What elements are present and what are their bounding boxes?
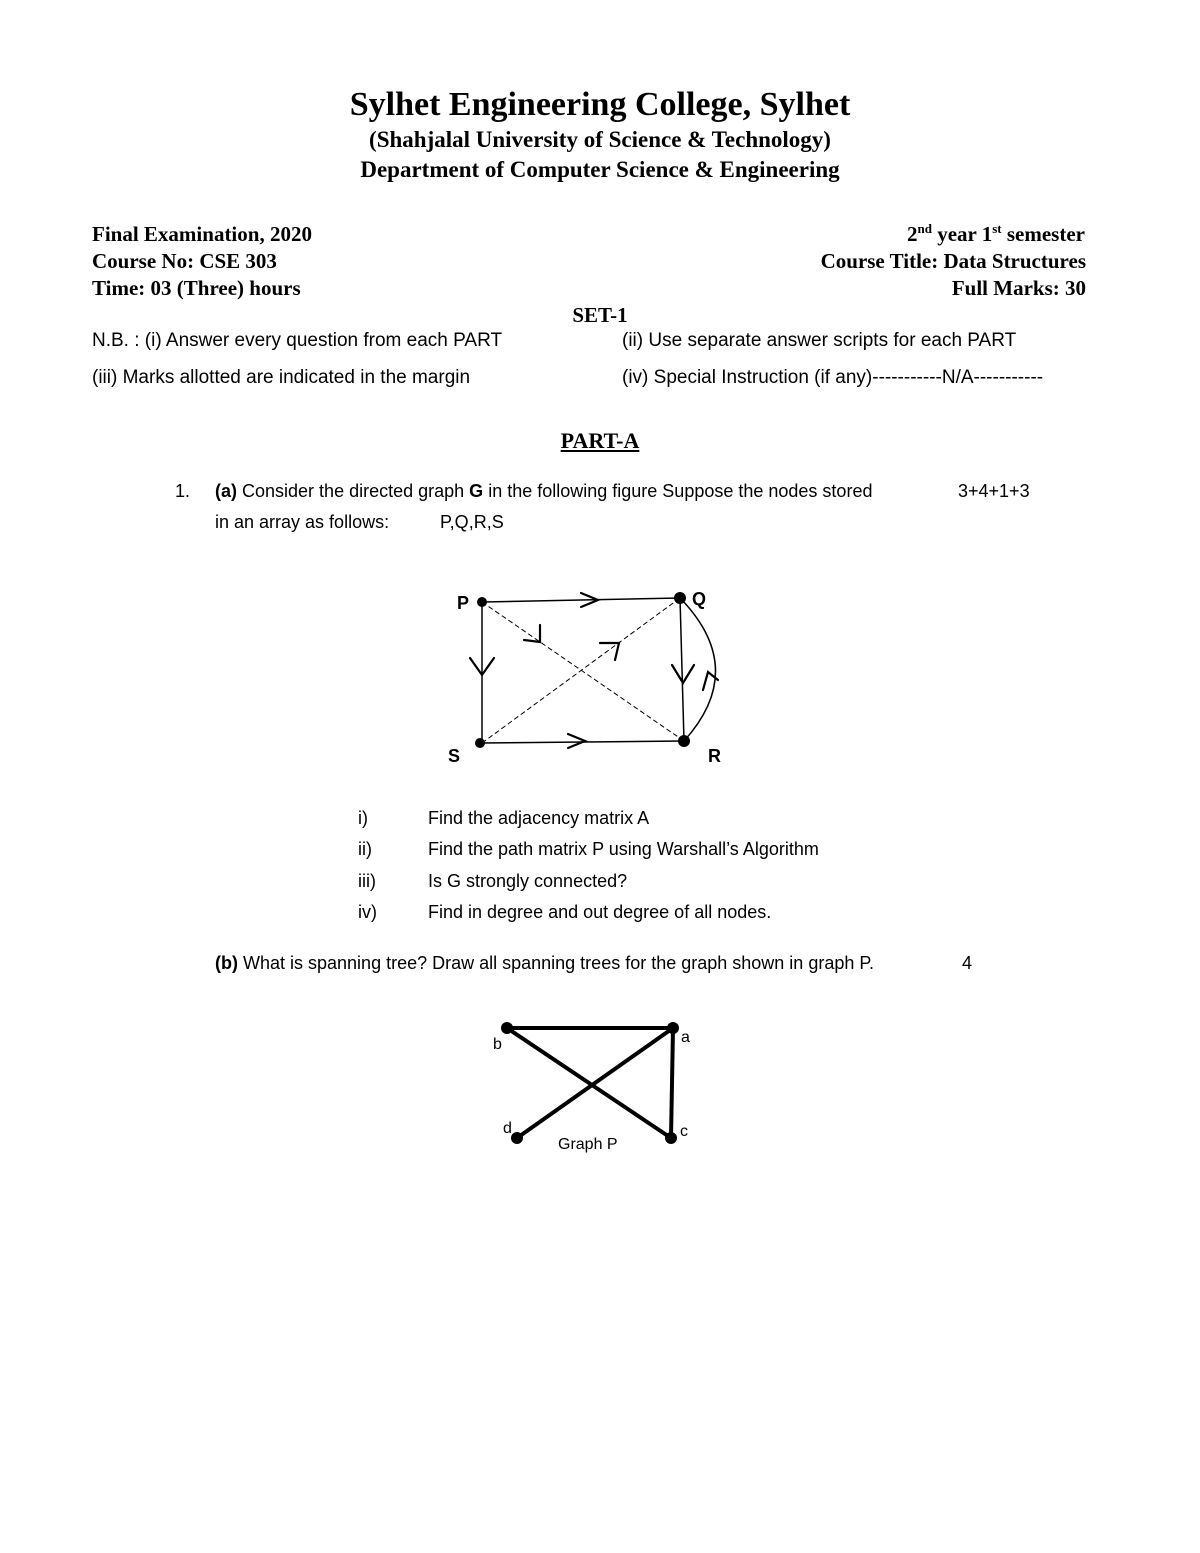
node-q <box>674 592 686 604</box>
note-4: (iv) Special Instruction (if any)-----------N/A----------- <box>622 367 1044 388</box>
graph-g-figure <box>440 580 740 780</box>
edge-s-q <box>482 598 680 743</box>
full-marks: Full Marks: 30 <box>951 276 1086 300</box>
edge-p-r <box>482 602 684 741</box>
question-number: 1. <box>175 481 191 501</box>
edge-p-q <box>482 598 680 602</box>
node-label-s: S <box>448 746 461 766</box>
node-label-r: R <box>708 746 721 766</box>
edge-a-c <box>671 1028 673 1138</box>
node-array: P,Q,R,S <box>440 512 504 532</box>
arrow-s-q <box>600 643 619 660</box>
set-label: SET-1 <box>572 303 628 327</box>
subpart-text: Is G strongly connected? <box>428 871 628 891</box>
note-2: (ii) Use separate answer scripts for each PART <box>622 330 1017 351</box>
exam-time: Time: 03 (Three) hours <box>92 276 301 300</box>
node-r <box>678 735 690 747</box>
subpart-label: iv) <box>358 902 377 922</box>
node-label-c: c <box>680 1123 688 1140</box>
subpart-text: Find the path matrix P using Warshall’s Algorithm <box>428 839 819 859</box>
university-name: (Shahjalal University of Science & Technology) <box>369 127 831 152</box>
question-1b-text: (b) What is spanning tree? Draw all spanning trees for the graph shown in graph P. <box>215 953 875 973</box>
arrow-s-r <box>568 734 585 748</box>
subpart-label: i) <box>358 808 368 828</box>
node-label-b: b <box>493 1036 502 1053</box>
arrow-p-r <box>524 625 540 642</box>
graph-p-figure <box>480 1010 710 1170</box>
subpart-text: Find the adjacency matrix A <box>428 808 650 828</box>
note-3: (iii) Marks allotted are indicated in the margin <box>92 367 471 388</box>
node-label-d: d <box>503 1120 512 1137</box>
node-label-a: a <box>681 1029 690 1046</box>
semester-info: 2nd year 1st semester <box>907 221 1085 246</box>
node-label-q: Q <box>692 589 707 609</box>
course-no: Course No: CSE 303 <box>92 249 277 273</box>
graph-p-caption: Graph P <box>558 1136 618 1153</box>
edge-r-q-curve <box>682 600 716 741</box>
college-name: Sylhet Engineering College, Sylhet <box>349 86 851 123</box>
question-1a-text: (a) Consider the directed graph G in the following figure Suppose the nodes stored <box>215 481 873 501</box>
exam-title: Final Examination, 2020 <box>92 222 312 246</box>
node-c <box>665 1132 677 1144</box>
question-1a-line2: in an array as follows: <box>215 512 390 532</box>
node-b <box>501 1022 513 1034</box>
question-1b-marks: 4 <box>962 953 973 973</box>
subpart-text: Find in degree and out degree of all nodes. <box>428 902 772 922</box>
course-title: Course Title: Data Structures <box>820 249 1086 273</box>
subpart-label: ii) <box>358 839 372 859</box>
node-p <box>477 597 487 607</box>
node-s <box>475 738 485 748</box>
note-1: N.B. : (i) Answer every question from each PART <box>92 330 503 351</box>
department-name: Department of Computer Science & Engineering <box>360 157 840 182</box>
node-label-p: P <box>457 593 470 613</box>
node-d <box>511 1132 523 1144</box>
part-a-title: PART-A <box>560 428 640 453</box>
node-a <box>667 1022 679 1034</box>
edge-q-r <box>680 598 684 741</box>
question-1a-marks: 3+4+1+3 <box>958 481 1030 501</box>
subpart-label: iii) <box>358 871 376 891</box>
